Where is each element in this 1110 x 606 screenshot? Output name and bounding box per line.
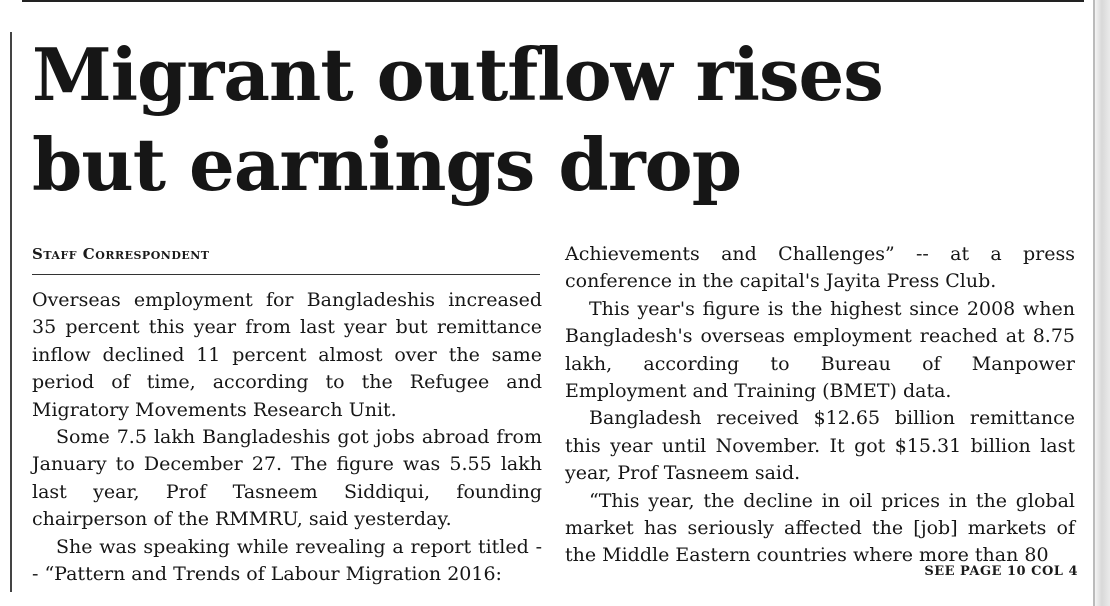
top-rule (22, 0, 1084, 2)
headline-line-1: Migrant outflow rises (32, 32, 883, 117)
continuation-jump-line: SEE PAGE 10 COL 4 (924, 564, 1078, 579)
paragraph: This year's figure is the highest since 2008 when Bangladesh's overseas employment reached at 8.75 lakh, according to Bureau of Manpower Employment and Training (BMET) data. (565, 297, 1075, 403)
headline-line-2: but earnings drop (32, 122, 742, 207)
byline: Staff Correspondent (32, 245, 210, 263)
paragraph: Some 7.5 lakh Bangladeshis got jobs abroad from January to December 27. The figure was 5.55 lakh last year, Prof Tasneem Siddiqui, founding chairperson of the RMMRU, said yesterday. (32, 426, 542, 531)
headline (32, 30, 1082, 210)
article-column-2 (565, 241, 1075, 570)
byline-rule (32, 274, 540, 275)
paragraph: Bangladesh received $12.65 billion remittance this year until November. It got $15.31 billion last year, Prof Tasneem said. (565, 407, 1075, 485)
paragraph: She was speaking while revealing a report titled -- “Pattern and Trends of Labour Migration 2016: (32, 535, 542, 586)
paragraph: “This year, the decline in oil prices in the global market has seriously affected the [job] markets of the Middle Eastern countries where more than 80 (565, 489, 1075, 567)
article-column-1 (32, 287, 542, 588)
paragraph: Achievements and Challenges” -- at a press conference in the capital's Jayita Press Club. (565, 243, 1075, 293)
paragraph: Overseas employment for Bangladeshis increased 35 percent this year from last year but remittance inflow declined 11 percent almost over the same period of time, according to the Refugee and Migratory Movements Research Unit. (32, 289, 542, 421)
left-column-rule (10, 32, 12, 592)
page-fold-edge (1093, 0, 1110, 606)
